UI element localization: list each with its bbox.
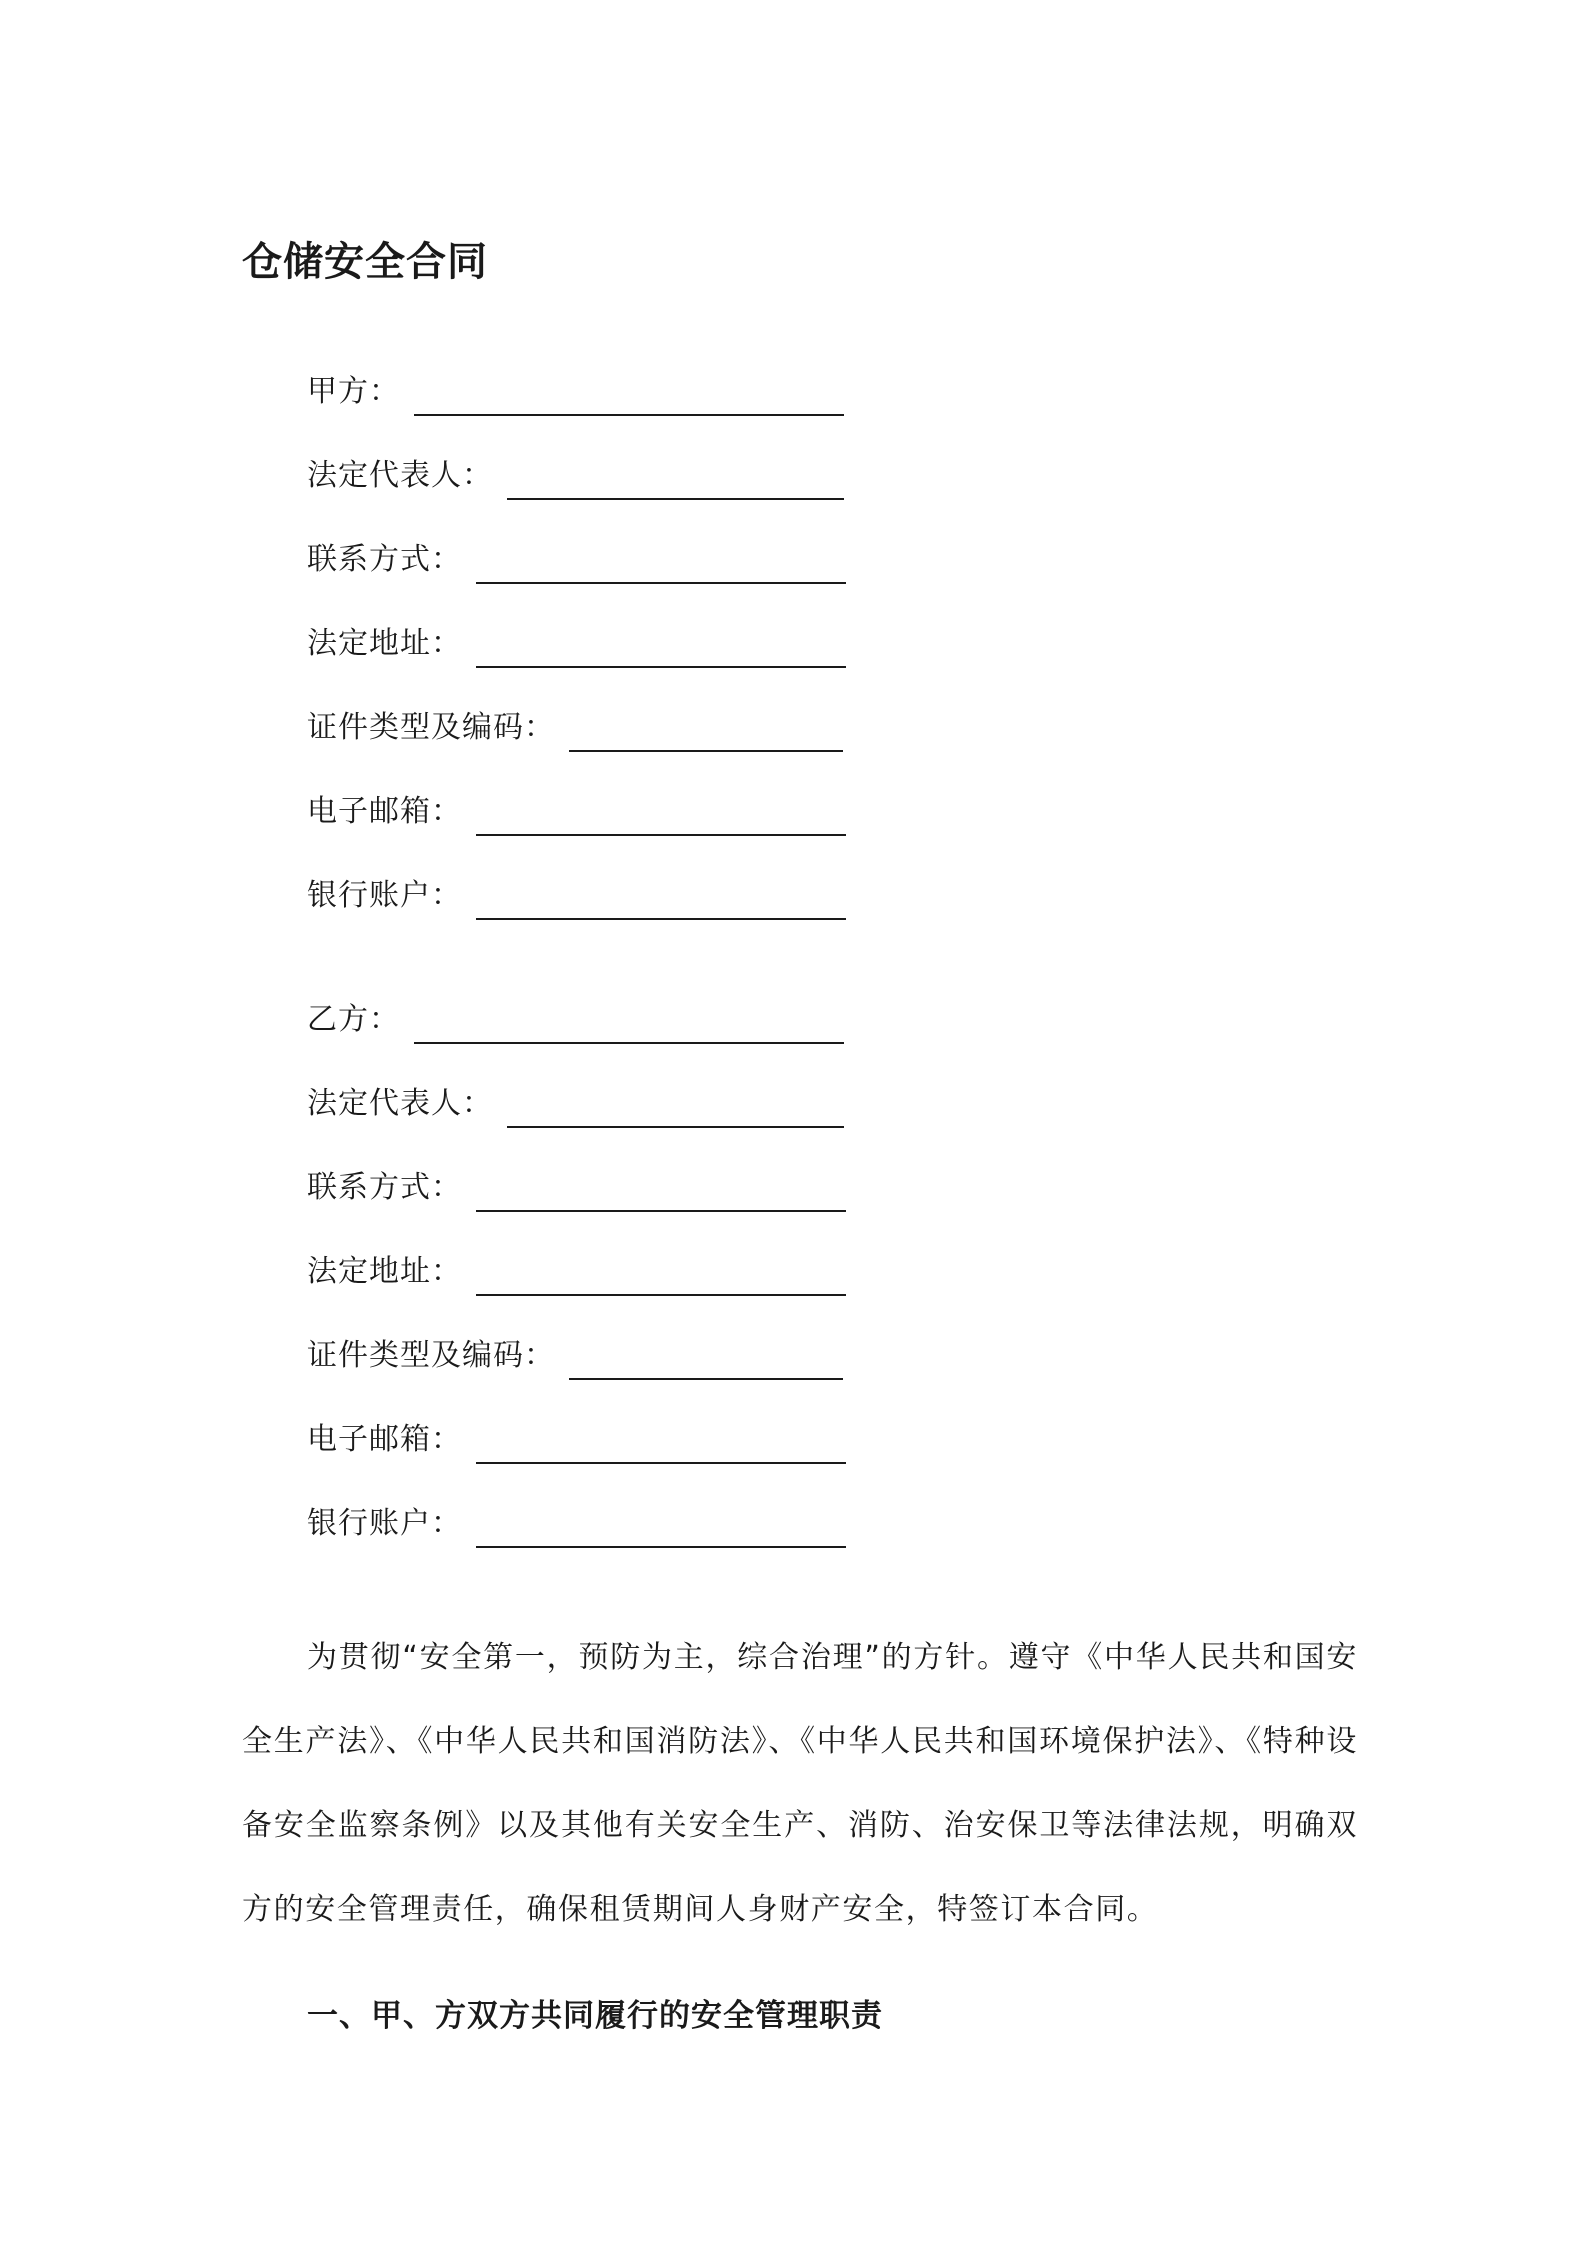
party-a-email-row: [307, 748, 907, 832]
field-label: 法定代表人：: [307, 458, 493, 493]
party-b-name-row: [307, 990, 907, 1040]
party-a-address-row: [307, 580, 907, 664]
preamble-paragraph: 为贯彻“安全第一，预防为主，综合治理”的方针。遵守《中华人民共和国安全生产法》、《中华人民共和国消防法》、《中华人民共和国环境保护法》、《特种设备安全监察条例》以及其他有关安全生产、消防、治安保卫等法律法规，明确双方的安全管理责任，确保租赁期间人身财产安全，特签订本合同。: [242, 1640, 1358, 1927]
party-a-bank-row: [307, 832, 907, 916]
party-b-email-row: [307, 1376, 907, 1460]
field-label: 法定地址：: [307, 1254, 462, 1289]
field-label: 法定地址：: [307, 626, 462, 661]
party-a-id-row: [307, 664, 907, 748]
party-a-block: [307, 362, 907, 916]
fill-in-blank[interactable]: [414, 414, 844, 416]
fill-in-blank[interactable]: [476, 1462, 846, 1464]
fill-in-blank[interactable]: [476, 1294, 846, 1296]
party-a-contact-row: [307, 496, 907, 580]
field-label: 法定代表人：: [307, 1086, 493, 1121]
fill-in-blank[interactable]: [476, 918, 846, 920]
party-b-contact-row: [307, 1124, 907, 1208]
fill-in-blank[interactable]: [507, 1126, 844, 1128]
fill-in-blank[interactable]: [414, 1042, 844, 1044]
party-b-address-row: [307, 1208, 907, 1292]
field-label: 甲方：: [307, 374, 400, 409]
document-title: 仓储安全合同: [242, 239, 488, 285]
fill-in-blank[interactable]: [476, 1546, 846, 1548]
party-b-id-row: [307, 1292, 907, 1376]
fill-in-blank[interactable]: [476, 1210, 846, 1212]
party-a-legal-rep-row: [307, 412, 907, 496]
party-b-block: [307, 990, 907, 1544]
fill-in-blank[interactable]: [569, 750, 843, 752]
fill-in-blank[interactable]: [476, 834, 846, 836]
party-b-bank-row: [307, 1460, 907, 1544]
fill-in-blank[interactable]: [476, 582, 846, 584]
field-label: 电子邮箱：: [307, 1422, 462, 1457]
fill-in-blank[interactable]: [569, 1378, 843, 1380]
field-label: 电子邮箱：: [307, 794, 462, 829]
party-b-legal-rep-row: [307, 1040, 907, 1124]
fill-in-blank[interactable]: [507, 498, 844, 500]
field-label: 证件类型及编码：: [307, 1338, 555, 1373]
field-label: 联系方式：: [307, 542, 462, 577]
field-label: 银行账户：: [307, 1506, 462, 1541]
field-label: 证件类型及编码：: [307, 710, 555, 745]
section-heading: 一、甲、方双方共同履行的安全管理职责: [307, 1998, 883, 2034]
field-label: 银行账户：: [307, 878, 462, 913]
party-a-name-row: [307, 362, 907, 412]
field-label: 联系方式：: [307, 1170, 462, 1205]
field-label: 乙方：: [307, 1002, 400, 1037]
fill-in-blank[interactable]: [476, 666, 846, 668]
